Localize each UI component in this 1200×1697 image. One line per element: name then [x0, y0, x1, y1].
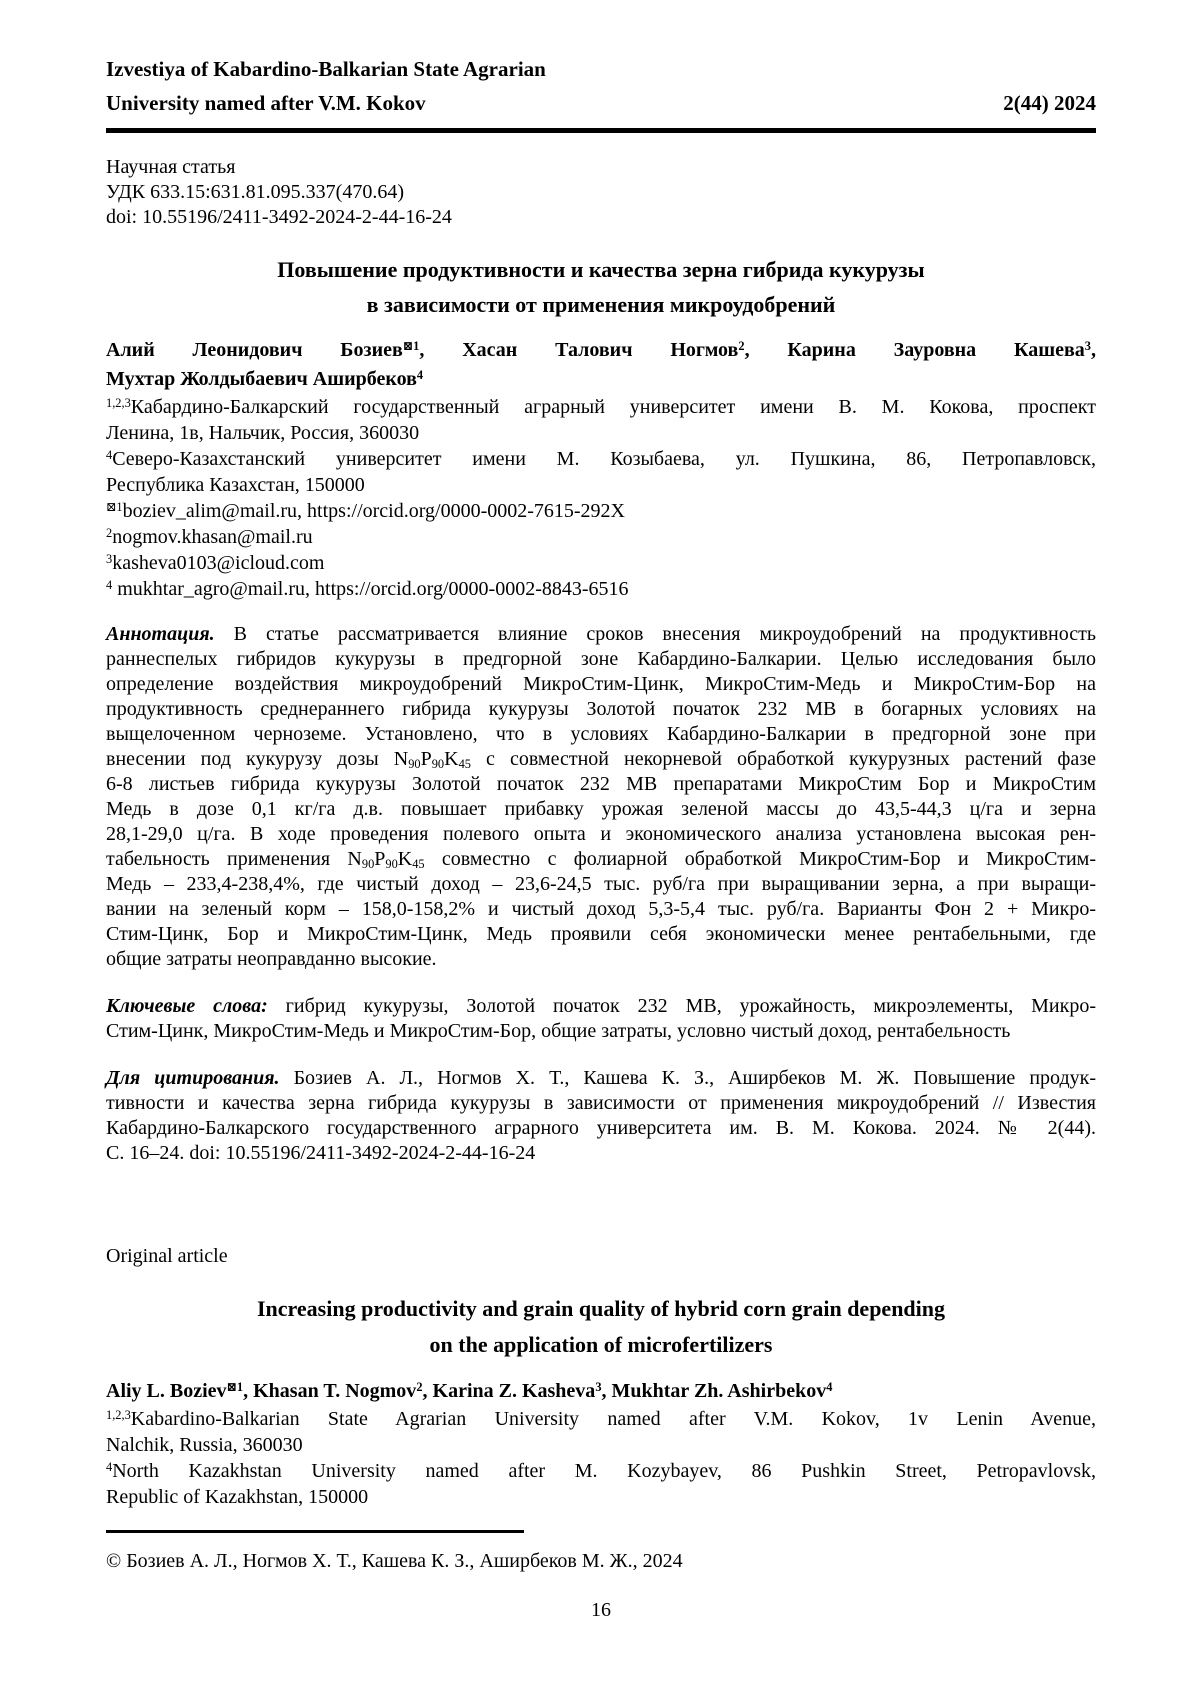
page-number: 16	[591, 1599, 611, 1621]
journal-name-line2: University named after V.M. Kokov	[106, 91, 426, 115]
abstract-ru: Аннотация. В статье рассматривается влияние сроков внесения микроудобрений на продуктивность раннеспелых гибридов кукурузы в предгорной зоне Кабардино-Балкарии. Целью исследования было определение воздействия микроудобрений МикроСтим-Цинк, МикроСтим-Медь и МикроСтим-Бор на продуктивность среднераннего гибрида кукурузы Золотой початок 232 МВ в богарных условиях на выщелоченном черноземе. Установлено, что в условиях Кабардино-Балкарии в предгорной зоне при внесении под кукурузу дозы $N_{90}P_{90}K_{45}$ с совместной некорневой обработкой кукурузных растений фазе 6-8 листьев гибрида кукурузы Золотой початок 232 МВ препаратами МикроСтим Бор и МикроСтим Медь в дозе 0,1 кг/га д.в. повышает прибавку урожая зеленой массы до 43,5-44,3 ц/га и зерна 28,1-29,0 ц/га. В ходе проведения полевого опыта и экономического анализа установлена высокая рен- табельность применения $N_{90}P_{90}K_{45}$ совместно с фолиарной обработкой МикроСтим-Бор и МикроСтим- Медь – 233,4-238,4%, где чистый доход – 23,6-24,5 тыс. руб/га при выращивании зерна, а при выращи- вании на зеленый корм – 158,0-158,2% и чистый доход 5,3-5,4 тыс. руб/га. Варианты Фон 2 + Микро- Стим-Цинк, Бор и МикроСтим-Цинк, Медь проявили себя экономически менее рентабельными, где общие затраты неоправданно высокие.	[106, 623, 1096, 970]
article-type-ru: Научная статья	[106, 156, 236, 178]
article-meta	[106, 155, 1096, 230]
title-en: Increasing productivity and grain quality of hybrid corn grain depending on the application of microfertilizers	[256, 1296, 946, 1357]
affiliations-and-emails-ru: $^{1,2,3}$Кабардино-Балкарский государственный аграрный университет имени В. М. Кокова, проспект Ленина, 1в, Нальчик, Россия, 360030 $^4$Северо-Казахстанский университет имени М. Козыбаева, ул. Пушкина, 86, Петропавловск, Республика Казахстан, 150000 $^{⊠1}$boziev_alim@mail.ru, https://orcid.org/0000-0002-7615-292X $^2$nogmov.khasan@mail.ru $^3$kasheva0103@icloud.com $^4$ mukhtar_agro@mail.ru, https://orcid.org/0000-0002-8843-6516	[106, 395, 1096, 600]
journal-issue: 2(44) 2024	[1003, 91, 1096, 115]
citation-ru: Для цитирования. Бозиев А. Л., Ногмов Х. Т., Кашева К. З., Аширбеков М. Ж. Повышение продук- тивности и качества зерна гибрида кукурузы в зависимости от применения микроудобрений // Известия Кабардино-Балкарского государственного аграрного университета им. В. М. Кокова. 2024. № 2(44). С. 16–24. doi: 10.55196/2411-3492-2024-2-44-16-24	[106, 1067, 1097, 1164]
authors-ru: Алий Леонидович Бозиев$^{⊠1}$, Хасан Талович Ногмов$^2$, Карина Зауровна Кашева$^3$, Мухтар Жолдыбаевич Аширбеков$^4$	[106, 338, 1096, 390]
article-type-en: Original article	[106, 1245, 228, 1267]
footnote-rule	[106, 1530, 524, 1533]
copyright-line: © Бозиев А. Л., Ногмов Х. Т., Кашева К. З., Аширбеков М. Ж., 2024	[106, 1550, 683, 1572]
authors-en: Aliy L. Boziev$^{⊠1}$, Khasan T. Nogmov$^2$, Karina Z. Kasheva$^3$, Mukhtar Zh. Ashirbekov$^4$	[106, 1379, 833, 1402]
udk-code: УДК 633.15:631.81.095.337(470.64)	[106, 181, 404, 203]
header-rule	[106, 128, 1096, 133]
title-ru: Повышение продуктивности и качества зерна гибрида кукурузы в зависимости от применения микроудобрений	[277, 257, 925, 317]
keywords-ru: Ключевые слова: гибрид кукурузы, Золотой початок 232 МВ, урожайность, микроэлементы, Микро- Стим-Цинк, МикроСтим-Медь и МикроСтим-Бор, общие затраты, условно чистый доход, рентабельность	[106, 995, 1096, 1042]
affiliations-en: $^{1,2,3}$Kabardino-Balkarian State Agrarian University named after V.M. Kokov, 1v Lenin Avenue, Nalchik, Russia, 360030 $^4$North Kazakhstan University named after M. Kozybayev, 86 Pushkin Street, Petropavlovsk, Republic of Kazakhstan, 150000	[106, 1407, 1096, 1508]
journal-name-line1: Izvestiya of Kabardino-Balkarian State Agrarian	[106, 57, 546, 81]
doi-line: doi: 10.55196/2411-3492-2024-2-44-16-24	[106, 206, 452, 228]
journal-header	[106, 52, 1096, 133]
